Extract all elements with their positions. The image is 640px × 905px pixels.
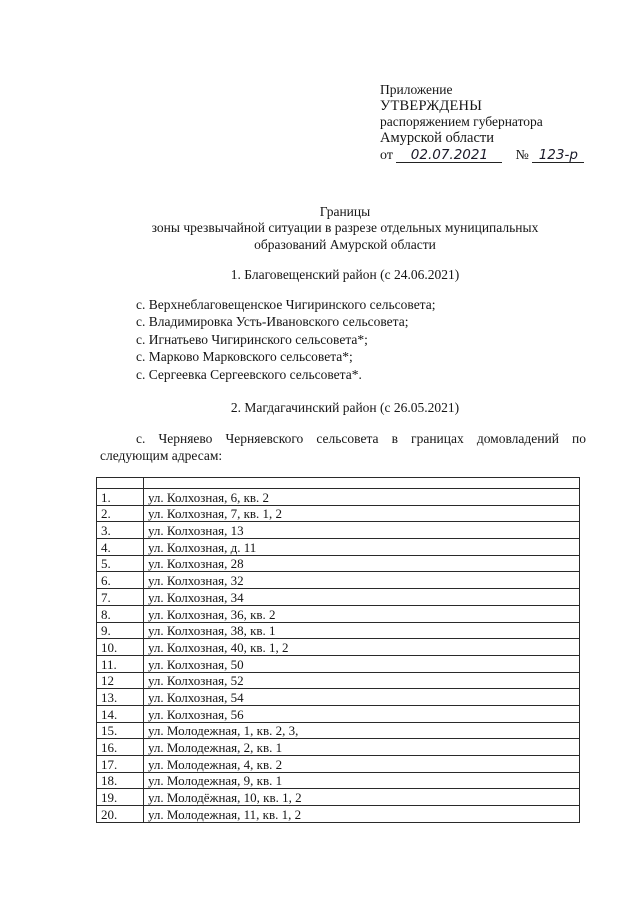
- list-item: с. Марково Марковского сельсовета*;: [136, 349, 353, 365]
- table-row: [97, 539, 580, 556]
- row-number: 14.: [97, 705, 144, 722]
- table-row: [97, 806, 580, 823]
- table-row: [97, 655, 580, 672]
- row-number: 10.: [97, 639, 144, 656]
- row-number: 5.: [97, 555, 144, 572]
- table-row: [97, 505, 580, 522]
- number-prefix: №: [515, 148, 529, 163]
- approval-line-approved: УТВЕРЖДЕНЫ: [380, 98, 483, 114]
- row-address: ул. Колхозная, 32: [144, 572, 580, 589]
- row-address: ул. Колхозная, 36, кв. 2: [144, 605, 580, 622]
- document-title: Границы: [319, 204, 371, 219]
- row-number: 6.: [97, 572, 144, 589]
- section-2-paragraph: с. Черняево Черняевского сельсовета в границах домовладений по следующим адресам:: [100, 431, 586, 463]
- handwritten-number: 123-р: [532, 148, 584, 163]
- row-address: ул. Колхозная, 34: [144, 589, 580, 606]
- approval-line-appendix: Приложение: [380, 82, 453, 97]
- row-number: 2.: [97, 505, 144, 522]
- table-row: [97, 672, 580, 689]
- row-address: ул. Колхозная, 56: [144, 705, 580, 722]
- table-row: [97, 689, 580, 706]
- approval-dateline: [380, 148, 610, 164]
- document-subtitle-line1: зоны чрезвычайной ситуации в разрезе отдельных муниципальных: [151, 220, 539, 235]
- row-address: ул. Колхозная, 7, кв. 1, 2: [144, 505, 580, 522]
- table-row: [97, 522, 580, 539]
- row-number: 13.: [97, 689, 144, 706]
- approval-line-region: Амурской области: [380, 130, 494, 146]
- table-row: [97, 772, 580, 789]
- date-prefix: от: [380, 148, 393, 163]
- row-number: 8.: [97, 605, 144, 622]
- row-address: ул. Колхозная, 54: [144, 689, 580, 706]
- table-row: [97, 605, 580, 622]
- row-number: 3.: [97, 522, 144, 539]
- table-row: [97, 572, 580, 589]
- document-subtitle-line2: образований Амурской области: [254, 237, 436, 252]
- table-row: [97, 722, 580, 739]
- table-row: [97, 756, 580, 773]
- row-number: 20.: [97, 806, 144, 823]
- row-address: ул. Молодежная, 2, кв. 1: [144, 739, 580, 756]
- section-1-list: [136, 296, 576, 383]
- list-item: с. Сергеевка Сергеевского сельсовета*.: [136, 366, 362, 382]
- table-row: [97, 555, 580, 572]
- row-address: ул. Колхозная, 28: [144, 555, 580, 572]
- row-address: ул. Молодежная, 11, кв. 1, 2: [144, 806, 580, 823]
- row-number: 4.: [97, 539, 144, 556]
- list-item: с. Игнатьево Чигиринского сельсовета*;: [136, 331, 368, 347]
- row-address: ул. Молодежная, 1, кв. 2, 3,: [144, 722, 580, 739]
- row-number: 7.: [97, 589, 144, 606]
- section-1-title: 1. Благовещенский район (с 24.06.2021): [230, 267, 460, 282]
- section-2-title: 2. Магдагачинский район (с 26.05.2021): [230, 400, 460, 415]
- row-address: ул. Колхозная, 38, кв. 1: [144, 622, 580, 639]
- row-address: ул. Молодёжная, 10, кв. 1, 2: [144, 789, 580, 806]
- table-row-empty: [97, 478, 580, 489]
- row-number: 17.: [97, 756, 144, 773]
- row-address: ул. Колхозная, д. 11: [144, 539, 580, 556]
- row-number: 19.: [97, 789, 144, 806]
- row-address: ул. Колхозная, 50: [144, 655, 580, 672]
- table-row: [97, 489, 580, 506]
- row-address: ул. Колхозная, 6, кв. 2: [144, 489, 580, 506]
- address-table: [96, 477, 580, 823]
- row-address: ул. Молодежная, 9, кв. 1: [144, 772, 580, 789]
- row-number: 18.: [97, 772, 144, 789]
- list-item: с. Владимировка Усть-Ивановского сельсовета;: [136, 314, 409, 330]
- row-number: 11.: [97, 655, 144, 672]
- table-row: [97, 589, 580, 606]
- row-number: 12: [97, 672, 144, 689]
- row-address: ул. Молодежная, 4, кв. 2: [144, 756, 580, 773]
- table-row: [97, 739, 580, 756]
- table-row: [97, 705, 580, 722]
- table-row: [97, 622, 580, 639]
- row-address: ул. Колхозная, 13: [144, 522, 580, 539]
- list-item: с. Верхнеблаговещенское Чигиринского сельсовета;: [136, 297, 436, 312]
- row-number: 16.: [97, 739, 144, 756]
- approval-block: [380, 82, 610, 164]
- row-number: 15.: [97, 722, 144, 739]
- row-number: 9.: [97, 622, 144, 639]
- handwritten-date: 02.07.2021: [396, 148, 502, 163]
- table-row: [97, 639, 580, 656]
- table-row: [97, 789, 580, 806]
- row-address: ул. Колхозная, 40, кв. 1, 2: [144, 639, 580, 656]
- row-number: 1.: [97, 489, 144, 506]
- row-address: ул. Колхозная, 52: [144, 672, 580, 689]
- approval-line-order: распоряжением губернатора: [380, 114, 543, 129]
